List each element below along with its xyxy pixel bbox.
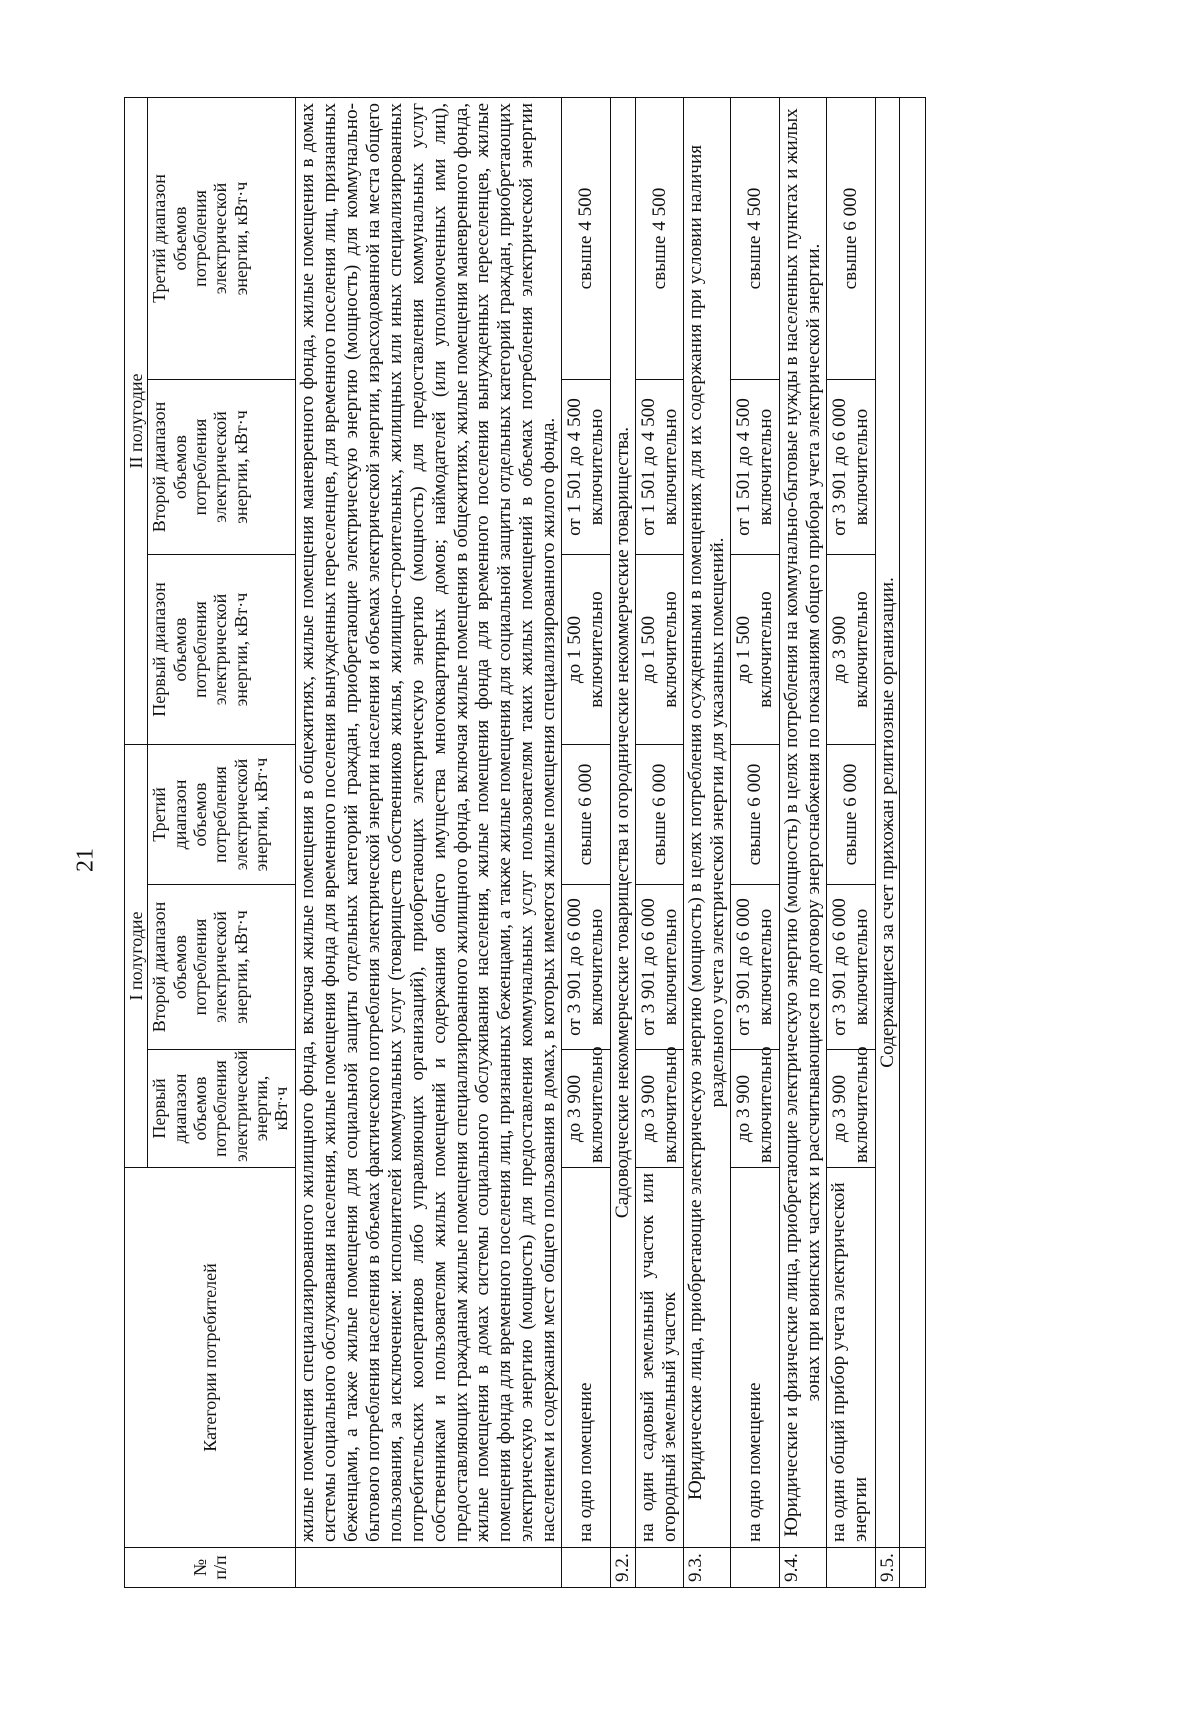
row-92-h2-range-3: свыше 4 500: [635, 97, 684, 379]
row-92-title: Садоводческие некоммерческие товарищества и огороднические некоммерческие товарищества.: [610, 97, 635, 1547]
rotated-table-container: [124, 98, 1139, 1588]
row-94-h1-range-2: от 3 901 до 6 000 включительно: [826, 885, 875, 1050]
row-94-h1-range-1: до 3 900 включительно: [826, 1050, 875, 1168]
row-91-h1-range-3: свыше 6 000: [562, 745, 611, 885]
row-91-label: на одно помещение: [562, 1168, 611, 1548]
row-93-number: 9.3.: [684, 1548, 731, 1588]
row-94-h2-range-1: до 3 900 включительно: [826, 555, 875, 745]
row-94-label: на один общий прибор учета электрической энергии: [826, 1168, 875, 1548]
tariff-table: [124, 97, 926, 1588]
header-h2-range-3: Третий диапазон объемов потребления электрической энергии, кВт·ч: [148, 97, 296, 379]
row-93-number-empty: [731, 1548, 780, 1588]
row-93-h1-range-2: от 3 901 до 6 000 включительно: [731, 885, 780, 1050]
row-94-title: Юридические и физические лица, приобретающие электрическую энергию (мощность) в целях потребления на коммунально-бытовые нужды в населенных пунктах и жилых зонах при воинских частях и рассчитывающиеся по договору энергоснабжения по показаниям общего прибора учета электрической энергии.: [780, 97, 827, 1547]
header-h1-range-1: Первый диапазон объемов потребления электрической энергии, кВт·ч: [148, 1050, 296, 1168]
row-95-empty-row: [900, 97, 926, 1547]
header-second-half: II полугодие: [125, 97, 148, 744]
row-91-h1-range-2: от 3 901 до 6 000 включительно: [562, 885, 611, 1050]
page-number: 21: [72, 848, 99, 872]
row-91-h2-range-2: от 1 501 до 4 500 включительно: [562, 380, 611, 555]
row-93-h1-range-1: до 3 900 включительно: [731, 1050, 780, 1168]
row-91-number-empty: [562, 1548, 611, 1588]
row-93-h1-range-3: свыше 6 000: [731, 745, 780, 885]
row-92-h2-range-2: от 1 501 до 4 500 включительно: [635, 380, 684, 555]
header-h2-range-1: Первый диапазон объемов потребления электрической энергии, кВт·ч: [148, 555, 296, 745]
row-91-h2-range-1: до 1 500 включительно: [562, 555, 611, 745]
row-92-number: 9.2.: [610, 1548, 635, 1588]
header-number: № п/п: [125, 1548, 296, 1588]
row-95-number: 9.5.: [875, 1548, 900, 1588]
row-93-title: Юридические лица, приобретающие электрическую энергию (мощность) в целях потребления осужденными в помещениях для их содержания при условии наличия раздельного учета электрической энергии для указанных помещений.: [684, 97, 731, 1547]
row-92-h1-range-1: до 3 900 включительно: [635, 1050, 684, 1168]
row-92-number-empty: [635, 1548, 684, 1588]
row-92-h1-range-2: от 3 901 до 6 000 включительно: [635, 885, 684, 1050]
row-95-empty-cell: [900, 1548, 926, 1588]
row-94-h1-range-3: свыше 6 000: [826, 745, 875, 885]
row-94-number: 9.4.: [780, 1548, 827, 1588]
row-91-number-empty: [296, 1548, 562, 1588]
row-93-h2-range-1: до 1 500 включительно: [731, 555, 780, 745]
header-category: Категории потребителей: [125, 1168, 296, 1548]
row-91-h2-range-3: свыше 4 500: [562, 97, 611, 379]
header-h1-range-2: Второй диапазон объемов потребления электрической энергии, кВт·ч: [148, 885, 296, 1050]
header-first-half: I полугодие: [125, 745, 148, 1168]
header-h1-range-3: Третий диапазон объемов потребления электрической энергии, кВт·ч: [148, 745, 296, 885]
row-92-h2-range-1: до 1 500 включительно: [635, 555, 684, 745]
row-92-label: на один садовый земельный участок или огородный земельный участок: [635, 1168, 684, 1548]
row-94-h2-range-2: от 3 901 до 6 000 включительно: [826, 380, 875, 555]
row-93-label: на одно помещение: [731, 1168, 780, 1548]
row-92-h1-range-3: свыше 6 000: [635, 745, 684, 885]
row-93-h2-range-2: от 1 501 до 4 500 включительно: [731, 380, 780, 555]
row-95-title: Содержащиеся за счет прихожан религиозные организации.: [875, 97, 900, 1547]
row-91-h1-range-1: до 3 900 включительно: [562, 1050, 611, 1168]
header-h2-range-2: Второй диапазон объемов потребления электрической энергии, кВт·ч: [148, 380, 296, 555]
row-94-number-empty: [826, 1548, 875, 1588]
row-93-h2-range-3: свыше 4 500: [731, 97, 780, 379]
row-94-h2-range-3: свыше 6 000: [826, 97, 875, 379]
row-91-description: жилые помещения специализированного жилищного фонда, включая жилые помещения в общежитиях, жилые помещения маневренного фонда, жилые помещения в домах системы социального обслуживания населения, жилые помещения фонда для временного поселения вынужденных переселенцев, для временного поселения лиц, признанных беженцами, а также жилые помещения для социальной защиты отдельных категорий граждан, приобретающие электрическую энергию (мощность) для коммунально-бытового потребления населения в объемах фактического потребления электрической энергии населения и объемах электрической энергии, израсходованной на места общего пользования, за исключением: исполнителей коммунальных услуг (товариществ собственников жилья, жилищно-строительных, жилищных или иных специализированных потребительских кооперативов либо управляющих организаций), приобретающих электрическую энергию (мощность) для предоставления коммунальных услуг собственникам и пользователям жилых помещений и содержания общего имущества многоквартирных домов; наймодателей (или уполномоченных ими лиц), предоставляющих гражданам жилые помещения специализированного жилищного фонда, включая жилые помещения в общежитиях, жилые помещения маневренного фонда, жилые помещения в домах системы социального обслуживания населения, жилые помещения фонда для временного поселения вынужденных переселенцев, жилые помещения фонда для временного поселения лиц, признанных беженцами, а также жилые помещения для социальной защиты отдельных категорий граждан, приобретающих электрическую энергию (мощность) для предоставления коммунальных услуг пользователям таких жилых помещений в объемах потребления электрической энергии населением и содержания мест общего пользования в домах, в которых имеются жилые помещения специализированного жилого фонда.: [296, 97, 562, 1547]
